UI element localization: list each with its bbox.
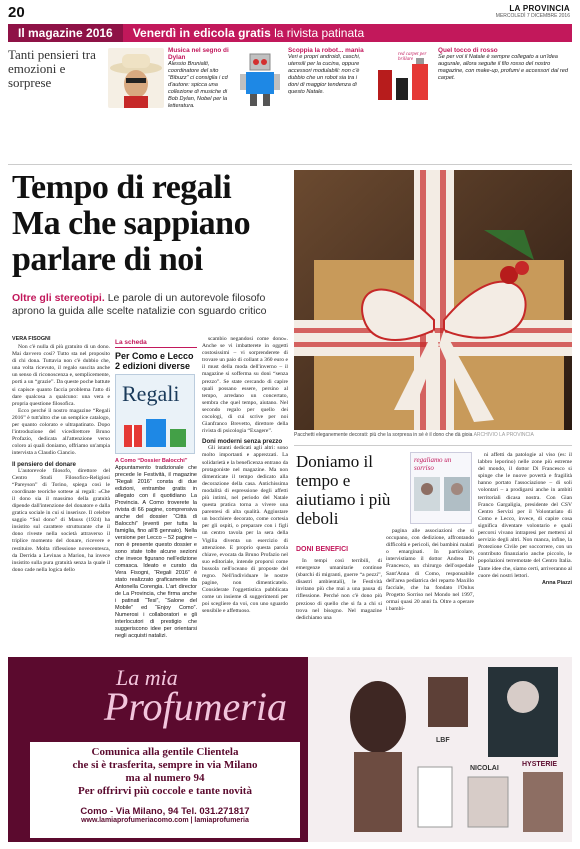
article-headline: Tempo di regali Ma che sappiano parlare di noi xyxy=(12,169,251,278)
article-byline: VERA FISOGNI xyxy=(12,336,51,342)
teaser-robot xyxy=(288,47,366,96)
second-headline: Doniamo il tempo e aiutiamo i più deboli xyxy=(296,452,391,528)
sidebar-kicker: La scheda xyxy=(115,339,197,348)
charity-magazine-image xyxy=(410,452,472,524)
photo-caption xyxy=(294,432,572,438)
divider xyxy=(8,164,572,165)
second-author: Anna Piazzi xyxy=(542,579,572,586)
article-subhead xyxy=(12,292,290,318)
ad-brand: HYSTERIE xyxy=(522,761,558,768)
teaser-red xyxy=(438,47,568,82)
masthead xyxy=(496,4,570,19)
article-paragraph: scambio negandosi come dono». Anche se vi imbatterete in oggetti costosissimi – vi sorprenderete di trovare un paio di collant a 360 euro e il must della moda dell'inverno – il magazine si sofferma su doni “senza prezzo”. Se state cercando di capire quali possano essere, persino al tempo, arredano un concertato, sembra che quel tempo, aiutano. Nel secondo regalo per quello dei cocologi, di cui scrive per noi Gianfranco Brevetto, direttore della rivista di psicologia “Exagere”. xyxy=(202,336,288,435)
photo-caption-text: Pacchetti eleganemente decorati: più che la sorpresa in sé è il dono che dà gioia xyxy=(294,432,473,438)
gift-boxes-icon xyxy=(122,415,190,451)
article-column-1 xyxy=(12,336,110,654)
teaser-red-title: Quel tocco di rosso xyxy=(438,47,498,54)
magazine-cover-image xyxy=(115,374,195,454)
banner-headline-light: la rivista patinata xyxy=(274,26,365,40)
ad-brand: NICOLAI xyxy=(470,765,499,772)
ad-logo-la: La mia xyxy=(116,665,178,690)
sidebar-title: Per Como e Lecco 2 edizioni diverse xyxy=(115,351,194,371)
article-paragraph: Non c'è nulla di più gratuito di un dono. Mai davvero così? Tutto sta nel proposito di chi dona. Tuttavia non c'è dubbio che, una volta ricevuto, il regalo suscita anche un senso di riconoscenza e, semplicemente, porti a un “grazie”. Da queste poche battute si capisce quanto faccia problema l'atto di dare qualcosa a qualcuno: una vera e propria questione filosofica. xyxy=(12,344,110,407)
ad-address: Como - Via Milano, 94 Tel. 031.271817 xyxy=(80,806,250,817)
teaser-robot-title: Scoppia la robot... mania xyxy=(288,47,364,54)
photo-credit: ARCHIVIO LA PROVINCIA xyxy=(473,432,534,438)
banner-headline xyxy=(123,26,364,40)
ad-line: ma al numero 94 xyxy=(125,772,205,784)
teaser-robot-body: Veri e propri androidi, caschi, utensili per la cucina, oppure accessori modulabili: non c'è dubbio che un robot sia tra i doni di maggior tendenza di questo Natale. xyxy=(288,54,361,95)
ad-message-box xyxy=(30,742,300,838)
teaser-music-title: Musica nel segno di Dylan xyxy=(168,47,229,61)
ad-brand: LBF xyxy=(436,737,450,744)
second-kicker: DONI BENEFICI xyxy=(296,546,349,553)
ad-line: che si è trasferita, sempre in via Milano xyxy=(72,759,258,771)
article-paragraph: Gli istanti dedicati agli altri: sono molto importanti e apprezzati. La solidarietà e la beneficenza entrano da protagoniste nel magazine. Ma non dimenticate il tempo dedicato alla decorazione della casa. Antichissima modalità di espressione degli affetti più intimi, nel periodo del Natale questa pratica torna a vivere una parentesi di alta qualità. Aggiustare un bocchiere decorato, come cortesia per gli ospiti, o preparare con i figli un centro tavola per la sera della Vigilia diventa un esercizio di attenzione. E proprio questa parola chiave, evocata da Bruno Profazio nel suo editoriale, intende proporsi come bussola nell'oceano di proposte del regno. Nell'individuare le nostre pagine, non dimenticatelo. Considerate l'oggettistica pubblicata come un insieme di suggerimenti per poi scegliere da voi, con uno sguardo sensibile e affettuoso. xyxy=(202,445,288,615)
banner-headline-bold: Venerdì in edicola gratis xyxy=(132,26,271,40)
sidebar-text-body: Appuntamento tradizionale che precede le Festività, il magazine “Regali 2016” consta di due edizioni, entrambe gratis in allegato con il quotidiano La Provincia. A Como troverete la rivista di 66 pagine, comprensiva anche del dossier “Città di Balocchi” (eventi per tutta la famiglia, fino all'8 gennaio). Nella versione per Lecco – 52 pagine – non è presente questo dossier e sono state tolte alcune sezioni che invece figurano nell'edizione comasca. Ideato e curato da Vera Fisogni, “Regali 2016” è stato realizzato graficamente da Antonella Corengia. L'art director de La Provincia, che firma anche i patinati “Tesi”, “Salone del Mobile” ed “Enjoy Como”. Numerosi i collaboratori e gli interlocutori di prestigio che suggeriscono idee per orientarsi negli acquisti natalizi. xyxy=(115,465,197,639)
article-subhead-text: Le parole di un autorevole filosofo aprono la guida alle scelte natalizie con sguardo critico xyxy=(12,292,267,317)
section-banner xyxy=(8,24,572,42)
article-subheading: Il pensiero del donare xyxy=(12,460,76,468)
article-subhead-bold: Oltre gli stereotipi. xyxy=(12,292,105,304)
info-sidebar xyxy=(115,339,197,651)
robot-toy-image xyxy=(236,48,284,108)
perfumery-advertisement[interactable] xyxy=(8,657,572,842)
magazine-cover-title: Regali xyxy=(122,381,180,406)
divider xyxy=(294,445,572,446)
second-column-c xyxy=(478,452,572,653)
ad-website-link[interactable]: www.lamiaprofumeriacomo.com | lamiaprofumeria xyxy=(81,817,249,824)
masthead-date: MERCOLEDÌ 7 DICEMBRE 2016 xyxy=(495,13,570,19)
masthead-name: LA PROVINCIA xyxy=(509,4,570,13)
teaser-intro: Tanti pensieri tra emozioni e sorprese xyxy=(8,47,96,90)
second-column-b xyxy=(386,528,474,653)
sidebar-text-title: A Como “Dossier Balocchi” xyxy=(115,458,188,464)
sidebar-text xyxy=(115,458,197,640)
page-number: 20 xyxy=(8,4,25,21)
article-paragraph: Ecco perché il nostro magazine “Regali 2016” è tutt'altro che un semplice catalogo, per quanto colorato e ultrapatinato. Dopo l'introduzione del vicedirettore Bruno Profazio, dedicata all'attenzione verso coloro ai quali doniamo, offriamo un'ampia intervista a Claudio Ciancio. xyxy=(12,407,110,457)
teaser-red-body: Se per voi il Natale è sempre collegato a un'idea augurale, allora seguite il filo rosso del nostro magazine, con make-up, profumi e accessori dal red carpet. xyxy=(438,54,568,81)
ad-product-panel xyxy=(308,657,572,842)
charity-photo-icon xyxy=(412,475,472,515)
teaser-music xyxy=(168,47,230,110)
banner-tag: Il magazine 2016 xyxy=(8,24,123,42)
perfume-products-image xyxy=(308,657,572,842)
article-paragraph: pagina alle associazioni che si occupano, con dedizione, affrontando difficoltà e pericoli, dei bambini malati o emarginati. In particolare, intervistiamo il dottor Andrea Di Francesco, un chirurgo dell'ospedale Sant'Anna di Como, responsabile dell'area pediatrica del reparto Maxillo facciale, che ha fondato l'Onlus Progetto Sorriso nel Mondo nel 1997, ormai quasi 20 anni fa. Oltre a operare i bambi- xyxy=(386,528,474,613)
ad-logo-profumeria: Profumeria xyxy=(104,684,287,729)
gift-ribbon-photo xyxy=(294,170,572,430)
red-carpet-label: red carpet per brillare xyxy=(398,52,427,62)
article-column-3 xyxy=(202,336,288,654)
ad-line: Per offrirvi più coccole e tante novità xyxy=(78,785,252,797)
cowboy-hat-photo xyxy=(108,48,164,108)
article-subheading: Doni moderni senza prezzo xyxy=(202,438,283,446)
article-paragraph: ni affetti da patologie al viso (es: il labbro leporino) nelle zone più estreme del mondo, il dottor Di Francesco si spinge che le nuove povertà e fragilità hanno portato l'associazione – di soli volontari – a prodigarsi anche in ambiti territoriali dicasa nostra. Con Gian Franco Gargaligia, presidente del CSV Centro Servizi per il Volontariato di Como e Lecco, invece, di capire cosa significa diventare volontario e quali percorsi vivano intrapresi per mettersi al servizio degli altri. Non manca, infine, la Protezione Civile per soccorrere, con un contributo finanziario anche piccolo, le popolazioni terremotate del Centro Italia. Tante idee che, siamo certi, arriveranno al cuore dei nostri lettori. xyxy=(478,452,572,579)
inset-label: regaliamo un sorriso xyxy=(414,456,452,472)
teaser-music-body: Alessio Brunialti, coordinatore del sito “Bibuzz” ci consiglia i cd d'autore: spicca una collezione di musiche di Bob Dylan, Nobel per la letteratura. xyxy=(168,61,228,109)
second-column-a xyxy=(296,558,382,653)
article-paragraph: In tempi così terribili, di emergenze umanitarie continue (sbarchi di migranti, guerre “a pezzi”, disastri ambientali), le Festività invitano più che mai a una pausa di riflessione. Perché non c'è dono più prezioso di quello che si fa a chi si trova nel bisogno. Nel magazine dedichiamo una xyxy=(296,558,382,621)
ad-line: Comunica alla gentile Clientela xyxy=(91,746,239,758)
article-paragraph: L'autorevole filosofo, direttore del Centro Studi Filosofico-Religiosi “Pareyson” di Torino, spiega così le coordinate teoriche sottese ai regali: «Che il dono sia il massimo della gratuità dipende dall'intenzione del donatore e dalla gratica sociale in cui si inserisce. Il celebre saggio “Sul dono” di Mauss (1924) ha insistito sul carattere strutturante che il dono riveste nella società attraverso il triplice momento del donare, ricevere e restituire. Molta riflessione novecentesca, da Derrida a Levinas a Marion, ha invece insistito sulla pura gratuità senza la quale il dono cade nella logica dello xyxy=(12,467,110,573)
